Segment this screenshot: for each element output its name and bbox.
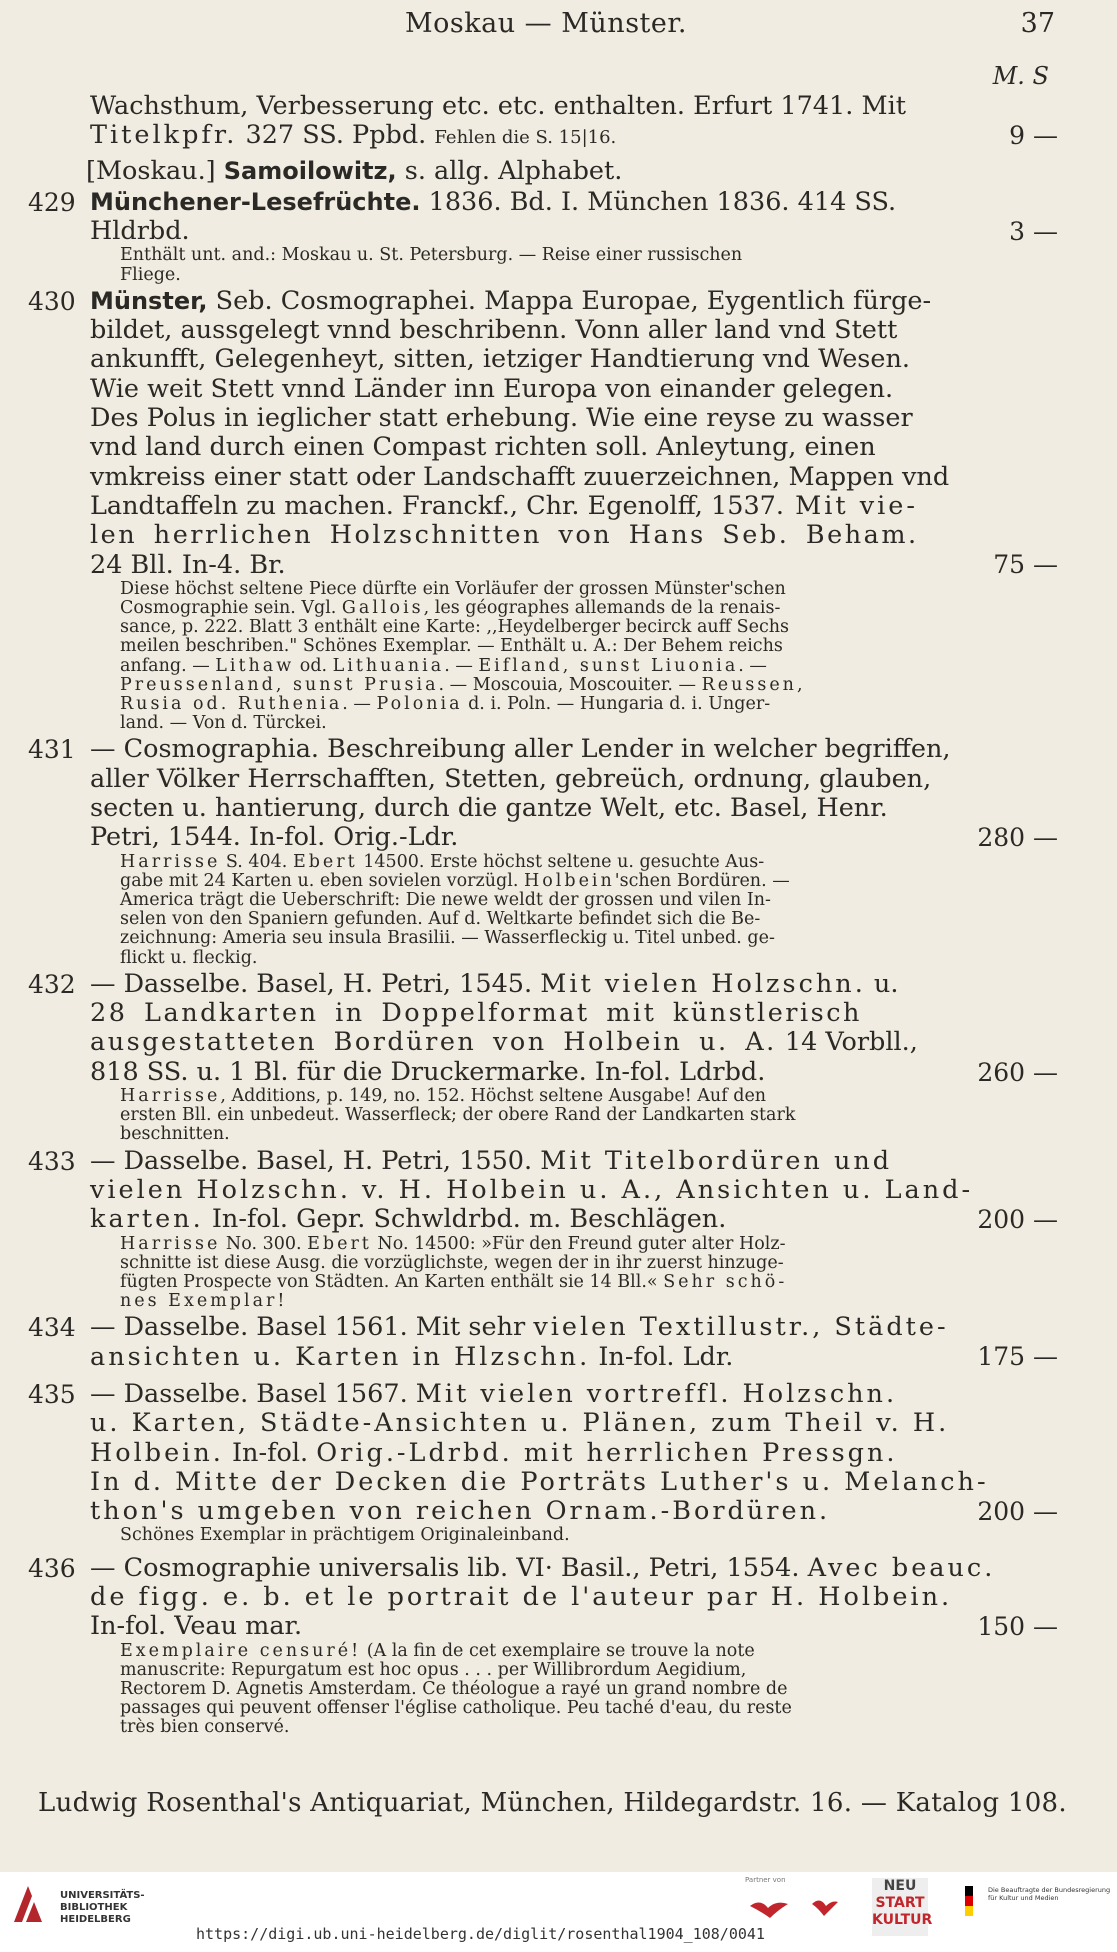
entry-430: 430 75 — Münster, Seb. Cosmographei. Mappa Europae, Eygentlich fürge- bildet, aussgelegt vnnd beschribenn. Vonn aller land vnd Stett ankunfft, Gelegenheyt, sitten, ietziger Handtierung vnd Wesen. Wie weit Stett vnnd Länder inn Europa von einander gelegen. Des Polus in ieglicher statt erhebung. Wie eine reyse zu wasser vnd land durch einen Compast richten soll. Anleytung, einen vmkreiss einer statt oder Landschafft zuuerzeichnen, Mappen vnd Landtaffeln zu machen. Franckf., Chr. Egenolff, 1537. Mit vie- len herrlichen Holzschnitten von Hans Seb. Beham. 24 Bll. In-4. Br. Diese höchst seltene Piece dürfte ein Vorläufer der grossen Münster'schen Cosmographie sein. Vgl. Gallois, les géographes allemands de la renais- sance, p. 222. Blatt 3 enthält eine Karte: ,,Heydelberger becirck auff Sechs meilen beschriben." Schönes Exemplar. — Enthält u. A.: Der Behem reichs anfang. — Lithaw od. Lithuania. — Eifland, sunst Liuonia. — Preussenland, sunst Prusia. — Moscouia, Moscouiter. — Reussen, Rusia od. Ruthenia. — Polonia d. i. Poln. — Hungaria d. i. Unger- land. — Von d. Türckei. [28, 285, 1058, 734]
entry-number: 434 [28, 1313, 76, 1343]
running-title: Moskau — Münster. [405, 8, 687, 39]
entry-433: 433 200 — — Dasselbe. Basel, H. Petri, 1550. Mit Titelbordüren und vielen Holzschn. v. H. Holbein u. A., Ansichten u. Land- karten. In-fol. Gepr. Schwldrbd. m. Beschlägen. Harrisse No. 300. Ebert No. 14500: »Für den Freund guter alter Holz- schnitte ist diese Ausg. die vorzüglichste, wegen der in ihr zuerst hinzuge- fügten Prospecte von Städten. An Karten enthält sie 14 Bll.« Sehr schö- nes Exemplar! [28, 1145, 1058, 1312]
entry-price: 260 — [977, 1057, 1058, 1087]
entry-continuation [28, 92, 1058, 153]
entry-line: Titelkpfr. 327 SS. Ppbd. Fehlen die S. 15|16. [90, 120, 617, 151]
entry-price: 3 — [1009, 216, 1058, 246]
entry-number: 432 [28, 969, 76, 999]
german-flag-icon [965, 1886, 973, 1916]
currency-marks: M. S [992, 62, 1049, 90]
university-library-name: UNIVERSITÄTS- BIBLIOTHEK HEIDELBERG [60, 1890, 145, 1925]
entry-435: 435 200 — — Dasselbe. Basel 1567. Mit vielen vortreffl. Holzschn. u. Karten, Städte-Ansichten u. Plänen, zum Theil v. H. Holbein. In-fol. Orig.-Ldrbd. mit herrlichen Pressgn. In d. Mitte der Decken die Porträts Luther's u. Melanch- thon's umgeben von reichen Ornam.-Bordüren. Schönes Exemplar in prächtigem Originaleinband. [28, 1378, 1058, 1546]
entry-line: Wachsthum, Verbesserung etc. etc. enthalten. Erfurt 1741. Mit [90, 91, 906, 121]
entry-note: Fliege. [120, 264, 181, 285]
entry-price: 200 — [977, 1496, 1058, 1526]
entry-436: 436 150 — — Cosmographie universalis lib. VI· Basil., Petri, 1554. Avec beauc. de figg. e. b. et le portrait de l'auteur par H. Holbein. In-fol. Veau mar. Exemplaire censuré! (A la fin de cet exemplaire se trouve la note manuscrite: Repurgatum est hoc opus . . . per Willibrordum Aegidium, Rectorem D. Agnetis Amsterdam. Ce théologue a rayé un grand nombre de passages qui peuvent offenser l'église catholique. Peu taché d'eau, du reste très bien conservé. [28, 1552, 1058, 1738]
federal-government-label: Die Beauftragte der Bundesregierung für Kultur und Medien [988, 1886, 1111, 1902]
entry-number: 436 [28, 1553, 76, 1583]
entry-number: 435 [28, 1379, 76, 1409]
university-library-logo-icon [10, 1882, 46, 1928]
partner-second-logo-icon [810, 1894, 840, 1920]
entry-price: 280 — [977, 823, 1058, 853]
entry-note: Enthält unt. and.: Moskau u. St. Petersburg. — Reise einer russischen [120, 245, 743, 266]
entry-number: 431 [28, 735, 76, 765]
entry-432: 432 260 — — Dasselbe. Basel, H. Petri, 1545. Mit vielen Holzschn. u. 28 Landkarten in Doppelformat mit künstlerisch ausgestatteten Bordüren von Holbein u. A. 14 Vorbll., 818 SS. u. 1 Bl. für die Druckermarke. In-fol. Ldrbd. Harrisse, Additions, p. 149, no. 152. Höchst seltene Ausgabe! Auf den ersten Bll. ein unbedeut. Wasserfleck; der obere Rand der Landkarten stark beschnitten. [28, 968, 1058, 1145]
entry-price: 200 — [977, 1204, 1058, 1234]
entry-price: 175 — [977, 1342, 1058, 1372]
catalog-body [28, 92, 1058, 1738]
entry-429: 429 3 — Münchener-Lesefrüchte. 1836. Bd. I. München 1836. 414 SS. Hldrbd. Enthält unt. and.: Moskau u. St. Petersburg. — Reise einer russischen Fliege. [28, 186, 1058, 285]
page-number: 37 [1020, 8, 1055, 39]
partner-bird-logo-icon [748, 1892, 790, 1928]
moskau-reference: [Moskau.] Samoilowitz, s. allg. Alphabet. [86, 155, 623, 186]
entry-434: 434 175 — — Dasselbe. Basel 1561. Mit sehr vielen Textillustr., Städte- ansichten u. Karten in Hlzschn. In-fol. Ldr. [28, 1312, 1058, 1372]
page-header [0, 8, 1117, 44]
permalink-url[interactable]: https://digi.ub.uni-heidelberg.de/diglit/rosenthal1904_108/0041 [196, 1925, 765, 1943]
entry-number: 430 [28, 286, 76, 316]
entry-number: 429 [28, 187, 76, 217]
entry-431: 431 280 — — Cosmographia. Beschreibung aller Lender in welcher begriffen, aller Völker Herrschafften, Stetten, gebreüch, ordnung, glauben, secten u. hantierung, durch die gantze Welt, etc. Basel, Henr. Petri, 1544. In-fol. Orig.-Ldr. Harrisse S. 404. Ebert 14500. Erste höchst seltene u. gesuchte Aus- gabe mit 24 Karten u. eben sovielen vorzügl. Holbein'schen Bordüren. — America trägt die Ueberschrift: Die newe weldt der grossen und vilen In- selen von den Spaniern gefunden. Auf d. Weltkarte befindet sich die Be- zeichnung: Ameria seu insula Brasilii. — Wasserfleckig u. Titel unbed. ge- flickt u. fleckig. [28, 734, 1058, 968]
entry-price: 9 — [1009, 121, 1058, 150]
entry-price: 150 — [977, 1611, 1058, 1641]
neustart-kultur-logo: NEU START KULTUR [872, 1878, 928, 1936]
entry-price: 75 — [993, 549, 1058, 579]
entry-number: 433 [28, 1146, 76, 1176]
publisher-footer: Ludwig Rosenthal's Antiquariat, München, Hildegardstr. 16. — Katalog 108. [38, 1788, 1067, 1818]
partner-label: Partner von [745, 1876, 786, 1884]
